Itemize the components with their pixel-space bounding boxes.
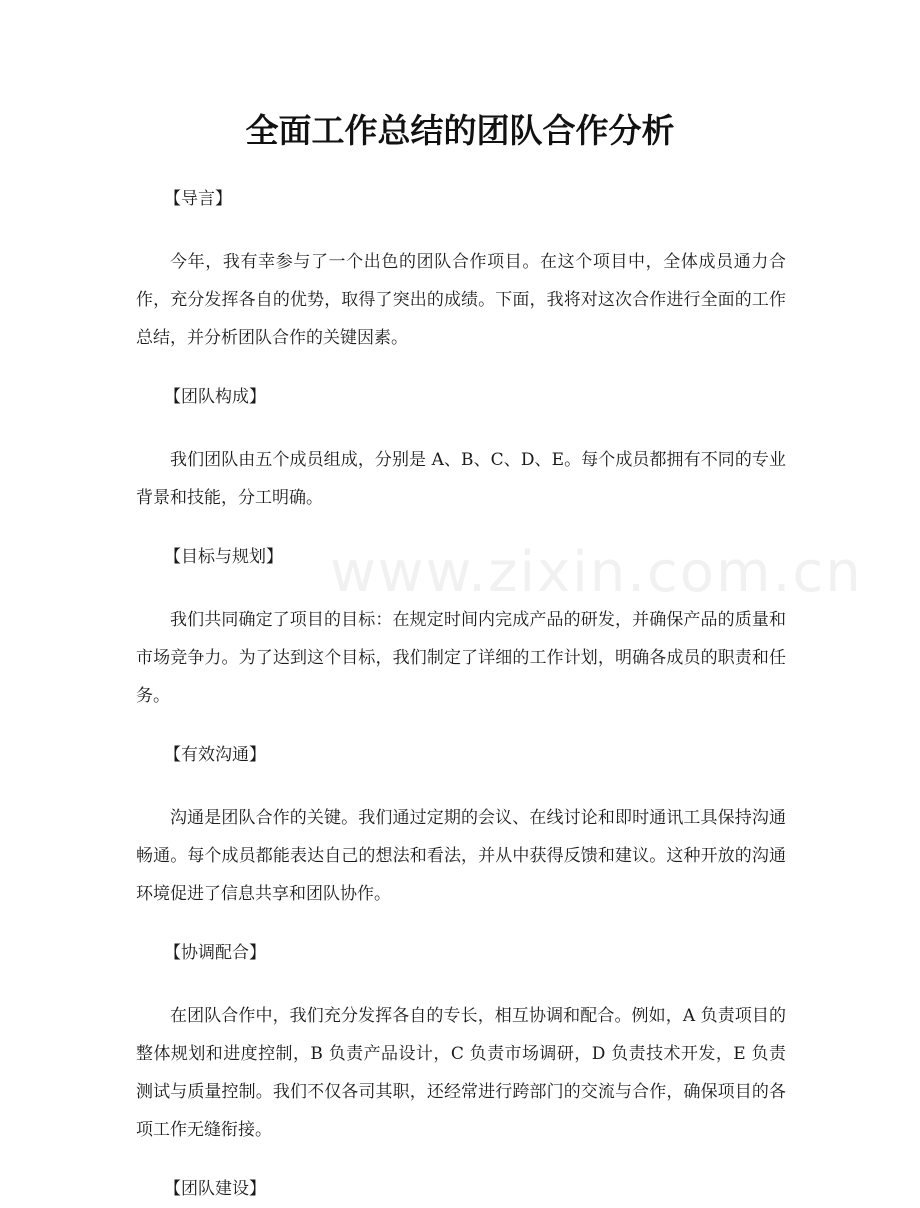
section-coordination: [136, 934, 786, 1170]
section-paragraph: 在团队合作中，我们充分发挥各自的专长，相互协调和配合。例如，A 负责项目的整体规划和进度控制，B 负责产品设计，C 负责市场调研，D 负责技术开发，E 负责测试与质量控制。我们不仅各司其职，还经常进行跨部门的交流与合作，确保项目的各项工作无缝衔接。: [136, 1006, 786, 1140]
section-intro: [136, 180, 786, 378]
section-heading: 【协调配合】: [164, 943, 266, 963]
document-body: [136, 180, 786, 1208]
section-heading: 【团队建设】: [164, 1179, 266, 1199]
section-heading: 【团队构成】: [164, 387, 266, 407]
section-paragraph: 我们团队由五个成员组成，分别是 A、B、C、D、E。每个成员都拥有不同的专业背景和技能，分工明确。: [136, 450, 786, 508]
section-heading: 【目标与规划】: [164, 547, 283, 567]
section-team-building: [136, 1170, 786, 1208]
section-paragraph: 今年，我有幸参与了一个出色的团队合作项目。在这个项目中，全体成员通力合作，充分发挥各自的优势，取得了突出的成绩。下面，我将对这次合作进行全面的工作总结，并分析团队合作的关键因素。: [136, 252, 786, 348]
page-title: 全面工作总结的团队合作分析: [245, 111, 675, 150]
section-communication: [136, 736, 786, 934]
section-heading: 【有效沟通】: [164, 745, 266, 765]
watermark: www.zixin.com.cn: [330, 540, 863, 605]
section-paragraph: 沟通是团队合作的关键。我们通过定期的会议、在线讨论和即时通讯工具保持沟通畅通。每个成员都能表达自己的想法和看法，并从中获得反馈和建议。这种开放的沟通环境促进了信息共享和团队协作。: [136, 808, 786, 904]
section-paragraph: 我们共同确定了项目的目标：在规定时间内完成产品的研发，并确保产品的质量和市场竞争力。为了达到这个目标，我们制定了详细的工作计划，明确各成员的职责和任务。: [136, 610, 786, 706]
section-heading: 【导言】: [164, 189, 232, 209]
section-goals-planning: [136, 538, 786, 736]
section-team-composition: [136, 378, 786, 538]
